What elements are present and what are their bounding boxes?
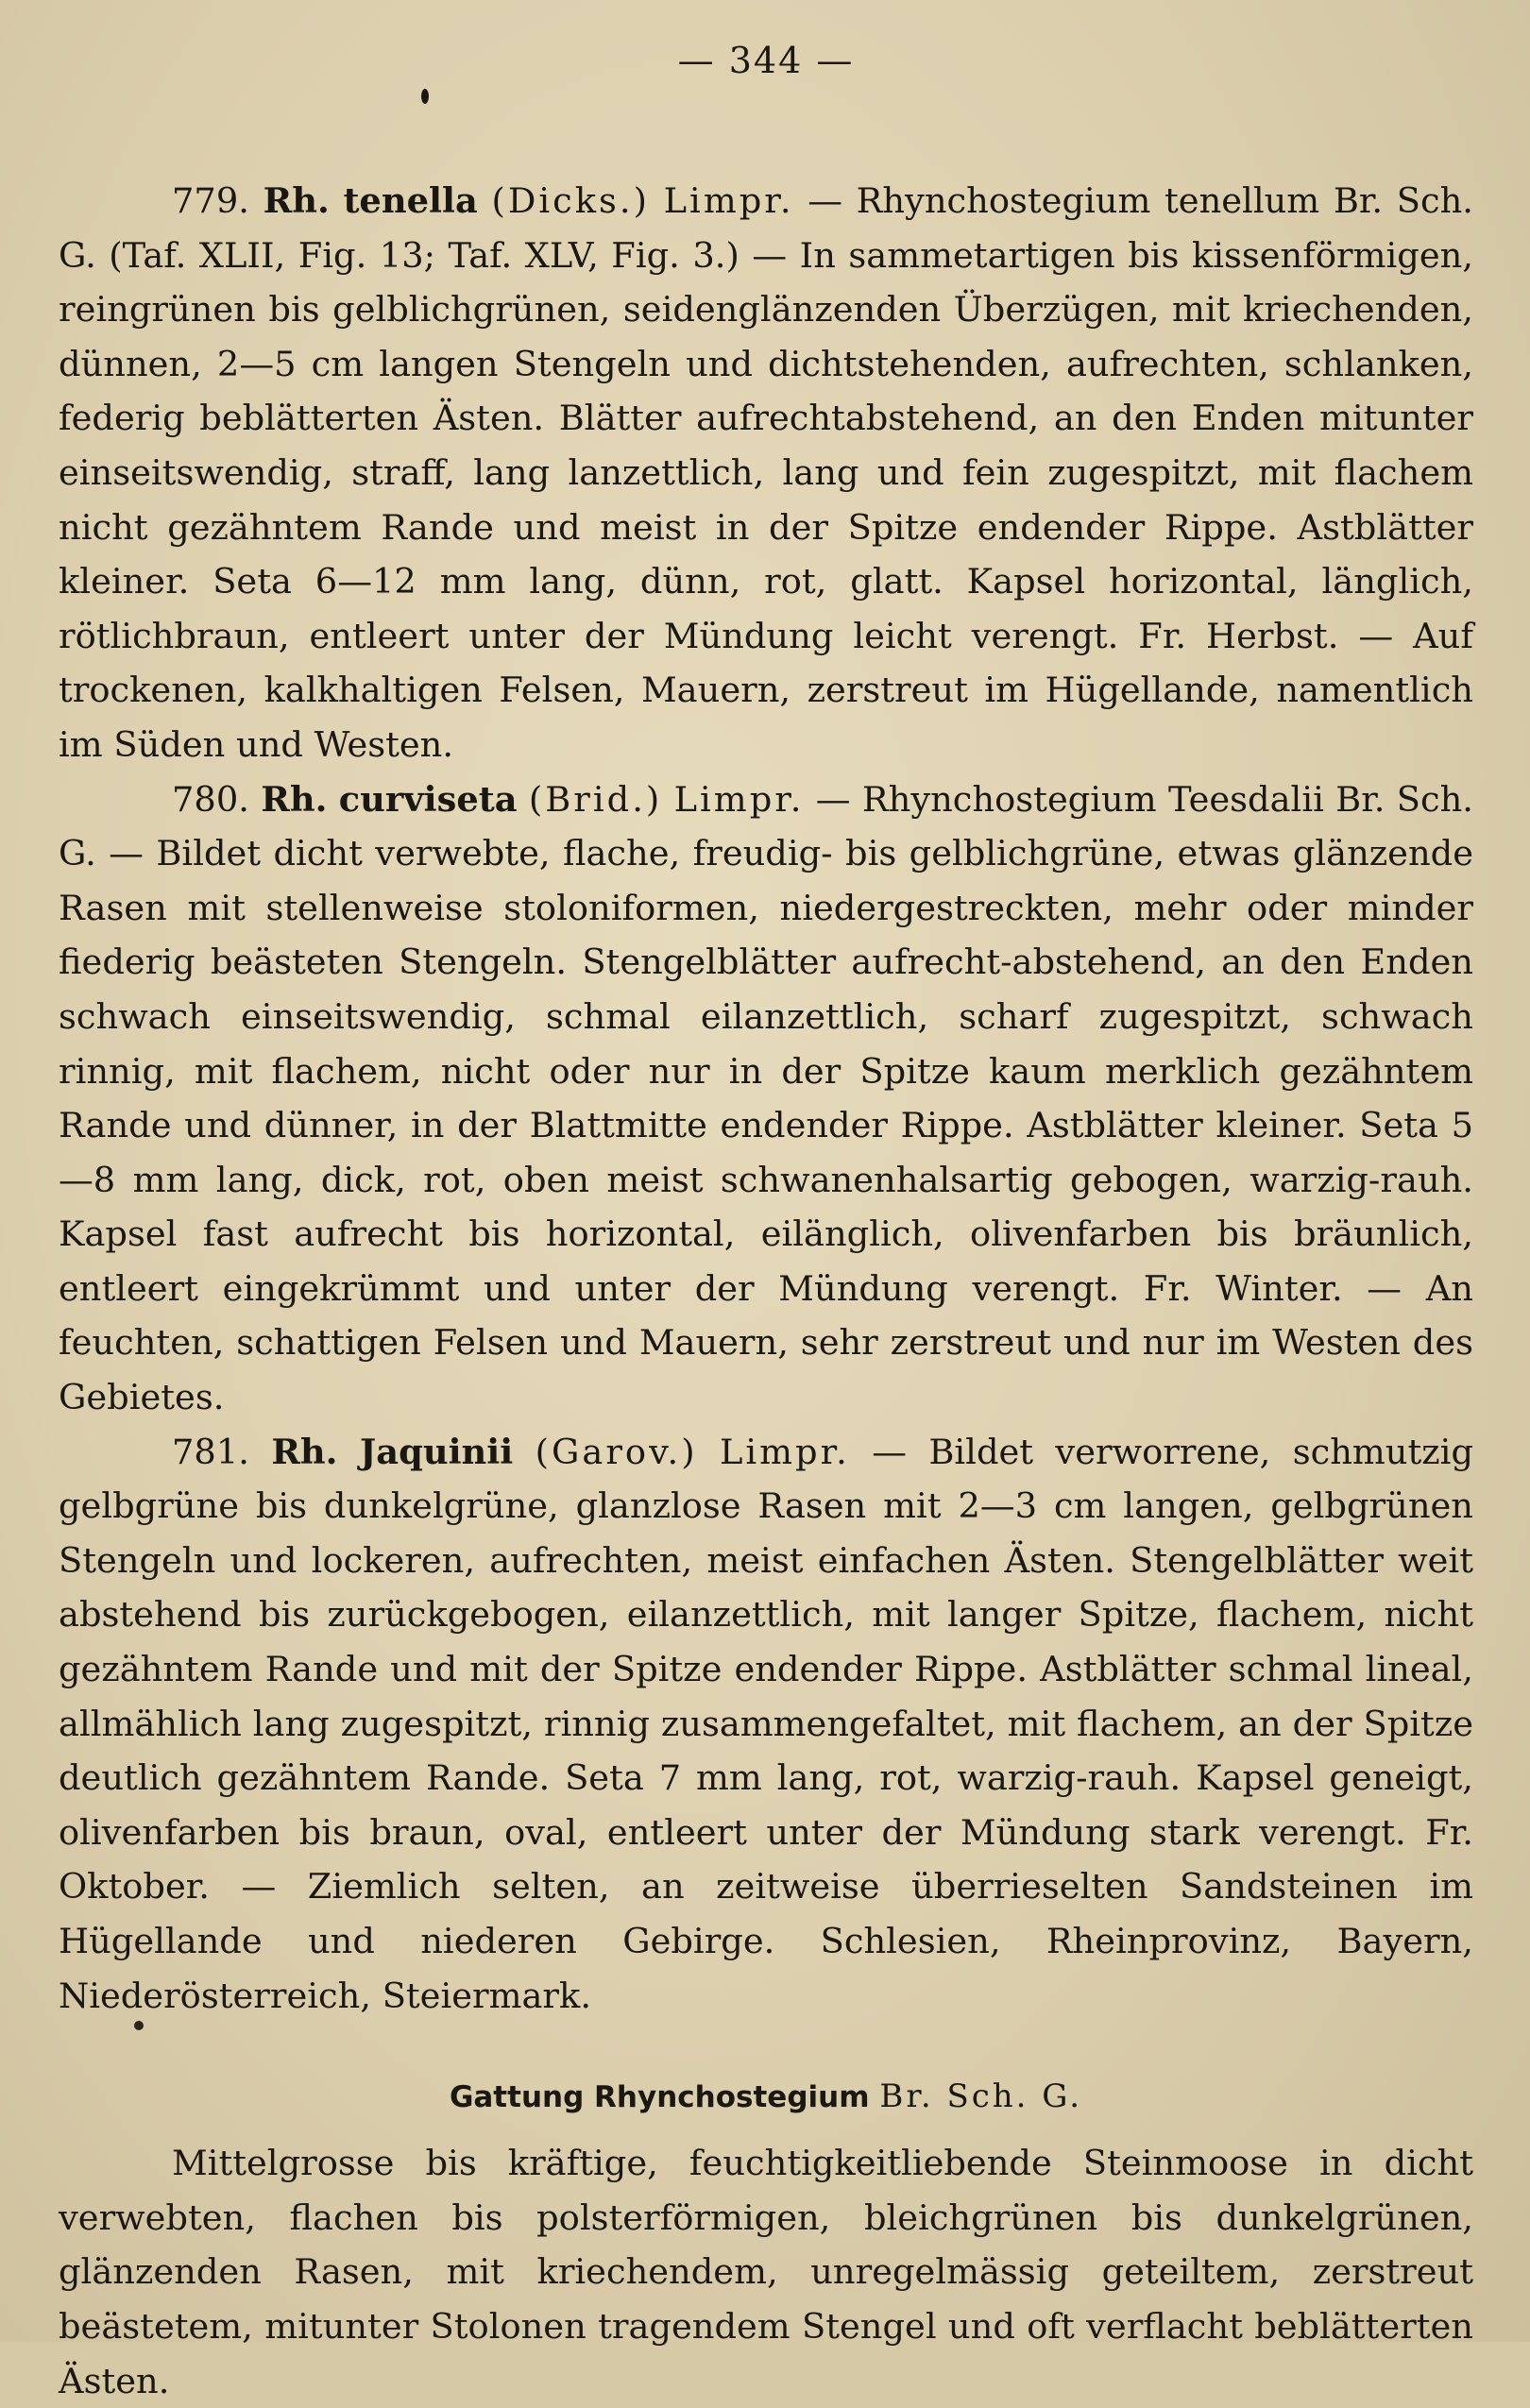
entry-species: Jaquinii [359, 1430, 514, 1472]
entry-genus: Rh. [261, 777, 328, 820]
genus-heading [59, 2077, 1473, 2115]
entry-author2: Limpr. [719, 1431, 850, 1472]
entry-text: — Rhynchostegium tenellum Br. Sch. G. (Taf. XLII, Fig. 13; Taf. XLV, Fig. 3.) — In sammetartigen bis kissenförmigen, reingrünen bis gelblichgrünen, seidenglänzenden Überzügen, mit kriechenden, dünnen, 2—5 cm langen Stengeln und dichtstehenden, aufrechten, schlanken, federig beblätterten Ästen. Blätter aufrechtabstehend, an den Enden mitunter einseitswendig, straff, lang lanzettlich, lang und fein zugespitzt, mit flachem nicht gezähntem Rande und meist in der Spitze endender Rippe. Astblätter kleiner. Seta 6—12 mm lang, dünn, rot, glatt. Kapsel horizontal, länglich, rötlichbraun, entleert unter der Mündung leicht verengt. Fr. Herbst. — Auf trockenen, kalkhaltigen Felsen, Mauern, zerstreut im Hügellande, namentlich im Süden und Westen. [59, 180, 1474, 765]
entry-number: 779. [172, 180, 249, 221]
entry-author: (Brid.) [528, 778, 663, 820]
entry-genus: Rh. [271, 1430, 338, 1472]
species-entries [59, 174, 1473, 2023]
entry-number: 780. [172, 778, 249, 820]
genus-heading-author: Br. Sch. G. [879, 2077, 1083, 2116]
genus-heading-title: Gattung Rhynchostegium [449, 2080, 870, 2115]
ink-blot [134, 2021, 144, 2030]
entry-781 [59, 1425, 1473, 2024]
entry-author: (Dicks.) [491, 180, 650, 221]
entry-text: — Rhynchostegium Teesdalii Br. Sch. G. — Bildet dicht verwebte, flache, freudig- bis gelblichgrüne, etwas glänzende Rasen mit stellenweise stoloniformen, niedergestreckten, mehr oder minder fiederig beästeten Stengeln. Stengelblätter aufrecht-abstehend, an den Enden schwach einseitswendig, schmal eilanzettlich, scharf zugespitzt, schwach rinnig, mit flachem, nicht oder nur in der Spitze kaum merklich gezähntem Rande und dünner, in der Blattmitte endender Rippe. Astblätter kleiner. Seta 5—8 mm lang, dick, rot, oben meist schwanenhalsartig gebogen, warzig-rauh. Kapsel fast aufrecht bis horizontal, eilänglich, olivenfarben bis bräunlich, entleert eingekrümmt und unter der Mündung verengt. Fr. Winter. — An feuchten, schattigen Felsen und Mauern, sehr zerstreut und nur im Westen des Gebietes. [59, 778, 1473, 1418]
entry-species: curviseta [338, 777, 518, 820]
entry-779 [59, 174, 1473, 772]
ink-blot [421, 89, 429, 104]
entry-780 [59, 772, 1473, 1425]
entry-number: 781. [172, 1431, 249, 1472]
entry-genus: Rh. [263, 179, 330, 221]
entry-author2: Limpr. [663, 180, 794, 221]
entry-text: — Bildet verworrene, schmutzig gelbgrüne bis dunkelgrüne, glanzlose Rasen mit 2—3 cm langen, gelbgrünen Stengeln und lockeren, aufrechten, meist einfachen Ästen. Stengelblätter weit abstehend bis zurückgebogen, eilanzettlich, mit langer Spitze, flachem, nicht gezähntem Rande und mit der Spitze endender Rippe. Astblätter schmal lineal, allmählich lang zugespitzt, rinnig zusammengefaltet, mit flachem, an der Spitze deutlich gezähntem Rande. Seta 7 mm lang, rot, warzig-rauh. Kapsel geneigt, olivenfarben bis braun, oval, entleert unter der Mündung stark verengt. Fr. Oktober. — Ziemlich selten, an zeitweise überrieselten Sandsteinen im Hügellande und niederen Gebirge. Schlesien, Rheinprovinz, Bayern, Niederösterreich, Steiermark. [59, 1431, 1474, 2016]
entry-species: tenella [343, 179, 478, 221]
entry-author: (Garov.) [535, 1431, 698, 1472]
genus-description: Mittelgrosse bis kräftige, feuchtigkeitliebende Steinmoose in dicht verwebten, flachen bis polsterförmigen, bleichgrünen bis dunkelgrünen, glänzenden Rasen, mit kriechendem, unregelmässig geteiltem, zerstreut beästetem, mitunter Stolonen tragendem Stengel und oft verflacht beblätterten Ästen. [59, 2143, 1473, 2401]
entry-author2: Limpr. [673, 778, 805, 820]
page-number: — 344 — [677, 40, 855, 81]
